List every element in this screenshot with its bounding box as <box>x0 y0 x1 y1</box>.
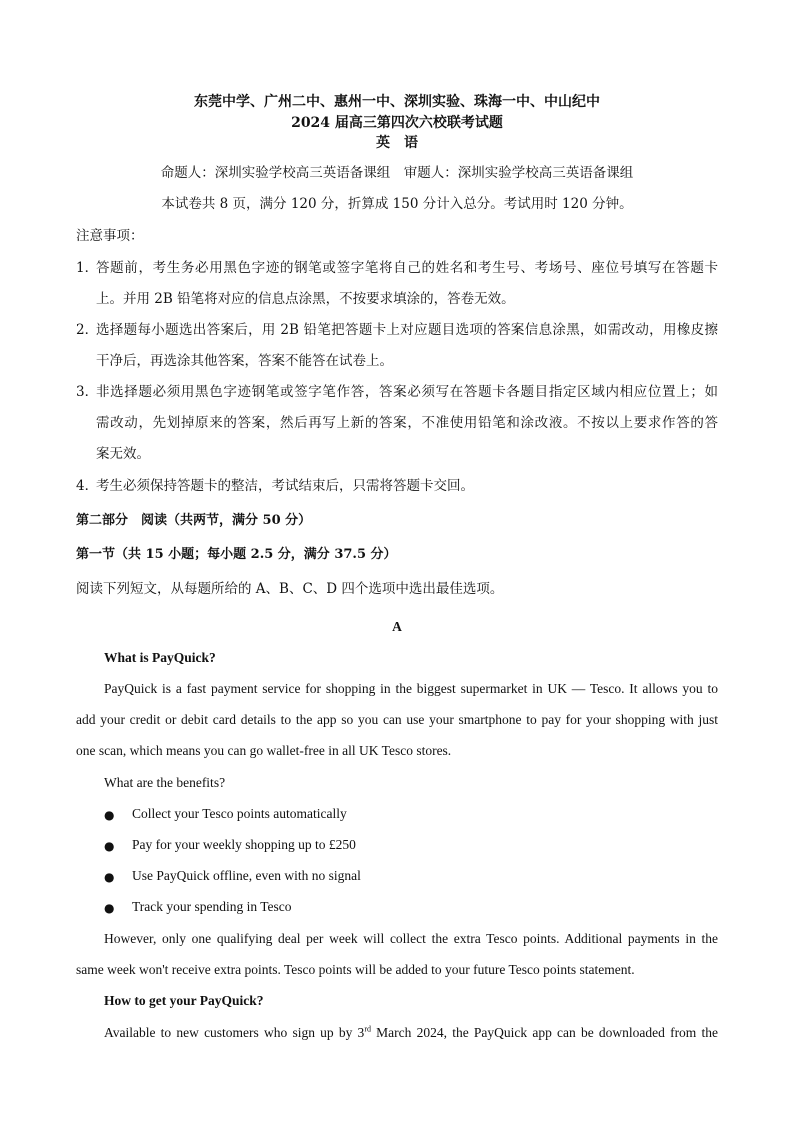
passage-heading: How to get your PayQuick? <box>104 993 264 1008</box>
authors-line: 命题人：深圳实验学校高三英语备课组 审题人：深圳实验学校高三英语备课组 <box>160 165 634 181</box>
section-title: 第一节（共 15 小题；每小题 2.5 分，满分 37.5 分） <box>76 547 397 562</box>
passage-label: A <box>392 619 402 634</box>
bullet-icon: ● <box>104 870 115 884</box>
note-line: 答题前，考生务必用黑色字迹的钢笔或签字笔将自己的姓名和考生号、考场号、座位号填写在答题卡 <box>96 260 718 276</box>
note-line: 选择题每小题选出答案后，用 2B 铅笔把答题卡上对应题目选项的答案信息涂黑，如需改动，用橡皮擦 <box>96 322 718 338</box>
bullet-item: Use PayQuick offline, even with no signal <box>132 868 361 883</box>
bullet-icon: ● <box>104 839 115 853</box>
note-number: 4． <box>76 478 99 494</box>
exam-title-line1: 东莞中学、广州二中、惠州一中、深圳实验、珠海一中、中山纪中 <box>194 94 600 110</box>
paragraph-line: same week won't receive extra points. Tesco points will be added to your future Tesco points statement. <box>76 962 635 977</box>
bullet-item: Pay for your weekly shopping up to £250 <box>132 837 356 852</box>
paragraph-text: March 2024, the PayQuick app can be downloaded from the <box>370 1025 719 1040</box>
paragraph-line: one scan, which means you can go wallet-free in all UK Tesco stores. <box>76 743 452 758</box>
passage-heading: What is PayQuick? <box>104 650 216 665</box>
note-line: 非选择题必须用黑色字迹钢笔或签字笔作答，答案必须写在答题卡各题目指定区域内相应位置上；如 <box>96 384 718 400</box>
bullet-item: Collect your Tesco points automatically <box>132 806 347 821</box>
bullet-icon: ● <box>104 901 115 915</box>
benefits-question: What are the benefits? <box>104 775 226 790</box>
notes-heading: 注意事项： <box>76 228 144 244</box>
bullet-icon: ● <box>104 808 115 822</box>
paragraph-line: PayQuick is a fast payment service for shopping in the biggest supermarket in UK — Tesco. It allows you to <box>104 681 718 696</box>
note-line: 干净后，再选涂其他答案，答案不能答在试卷上。 <box>96 353 393 369</box>
note-number: 2． <box>76 322 99 338</box>
note-line: 案无效。 <box>96 446 150 462</box>
paragraph-text: Available to new customers who sign up by 3 <box>104 1025 365 1040</box>
note-number: 1． <box>76 260 99 276</box>
part-title: 第二部分 阅读（共两节，满分 50 分） <box>76 513 312 528</box>
paragraph-line: add your credit or debit card details to the app so you can use your smartphone to pay for your shopping with just <box>76 712 718 727</box>
ordinal-suffix: rd <box>364 1024 371 1034</box>
note-line: 上。并用 2B 铅笔将对应的信息点涂黑，不按要求填涂的，答卷无效。 <box>96 291 515 307</box>
note-line: 考生必须保持答题卡的整洁，考试结束后，只需将答题卡交回。 <box>96 478 474 494</box>
bullet-item: Track your spending in Tesco <box>132 899 292 914</box>
exam-title-line2: 2024 届高三第四次六校联考试题 <box>291 115 503 131</box>
note-line: 需改动，先划掉原来的答案，然后再写上新的答案，不准使用铅笔和涂改液。不按以上要求作答的答 <box>96 415 718 431</box>
paragraph-line: However, only one qualifying deal per week will collect the extra Tesco points. Additional payments in the <box>104 931 718 946</box>
subject-title: 英 语 <box>376 135 418 151</box>
section-instruction: 阅读下列短文，从每题所给的 A、B、C、D 四个选项中选出最佳选项。 <box>76 581 504 597</box>
exam-info-line: 本试卷共 8 页，满分 120 分，折算成 150 分计入总分。考试用时 120 分钟。 <box>161 196 633 212</box>
paragraph-line <box>104 1026 718 1040</box>
note-number: 3． <box>76 384 99 400</box>
